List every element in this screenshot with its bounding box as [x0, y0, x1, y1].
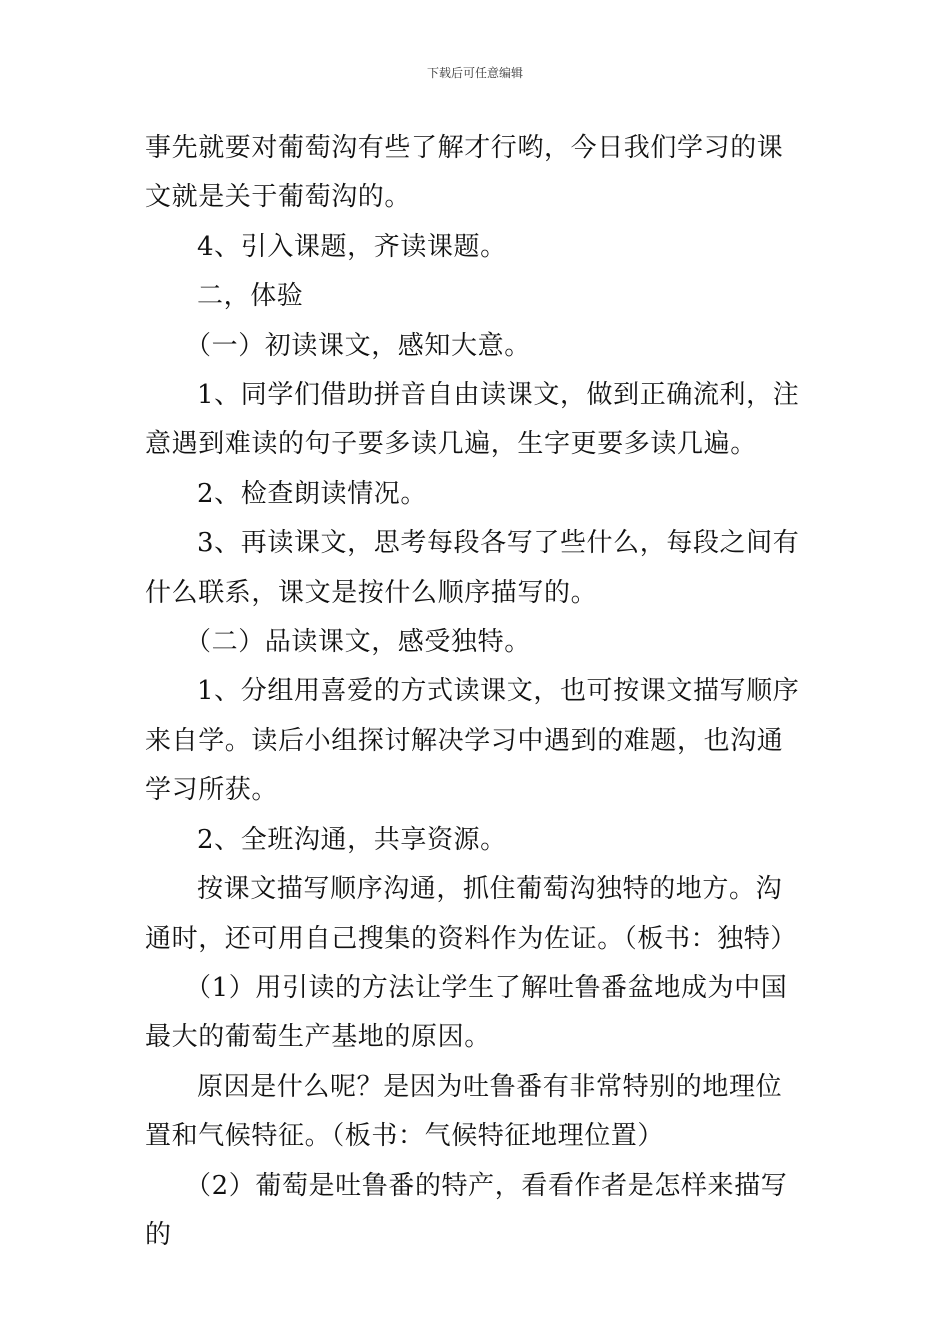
- paragraph: 4、引入课题，齐读课题。: [197, 231, 507, 262]
- paragraph: 1、分组用喜爱的方式读课文，也可按课文描写顺序来自学。读后小组探讨解决学习中遇到的难题，也沟通学习所获。: [145, 676, 800, 806]
- paragraph: 2、全班沟通，共享资源。: [197, 824, 507, 855]
- document-body: [145, 124, 807, 1260]
- paragraph: （2）葡萄是吐鲁番的特产，看看作者是怎样来描写的: [145, 1170, 788, 1250]
- paragraph: 二，体验: [197, 281, 304, 312]
- header-note: 下载后可任意编辑: [426, 66, 523, 80]
- paragraph: 1、同学们借助拼音自由读课文，做到正确流利，注意遇到难读的句子要多读几遍，生字更要多读几遍。: [145, 380, 800, 460]
- paragraph: （二）品读课文，感受独特。: [185, 627, 531, 658]
- paragraph: （一）初读课文，感知大意。: [185, 330, 531, 361]
- paragraph: 2、检查朗读情况。: [197, 478, 427, 509]
- paragraph: 3、再读课文，思考每段各写了些什么，每段之间有什么联系，课文是按什么顺序描写的。: [145, 528, 800, 608]
- paragraph: 原因是什么呢？是因为吐鲁番有非常特别的地理位置和气候特征。（板书：气候特征地理位置）: [145, 1071, 783, 1152]
- paragraph: （1）用引读的方法让学生了解吐鲁番盆地成为中国最大的葡萄生产基地的原因。: [145, 972, 788, 1053]
- paragraph: 按课文描写顺序沟通，抓住葡萄沟独特的地方。沟通时，还可用自己搜集的资料作为佐证。（板书：独特）: [145, 874, 798, 954]
- paragraph: 事先就要对葡萄沟有些了解才行哟，今日我们学习的课文就是关于葡萄沟的。: [145, 133, 784, 213]
